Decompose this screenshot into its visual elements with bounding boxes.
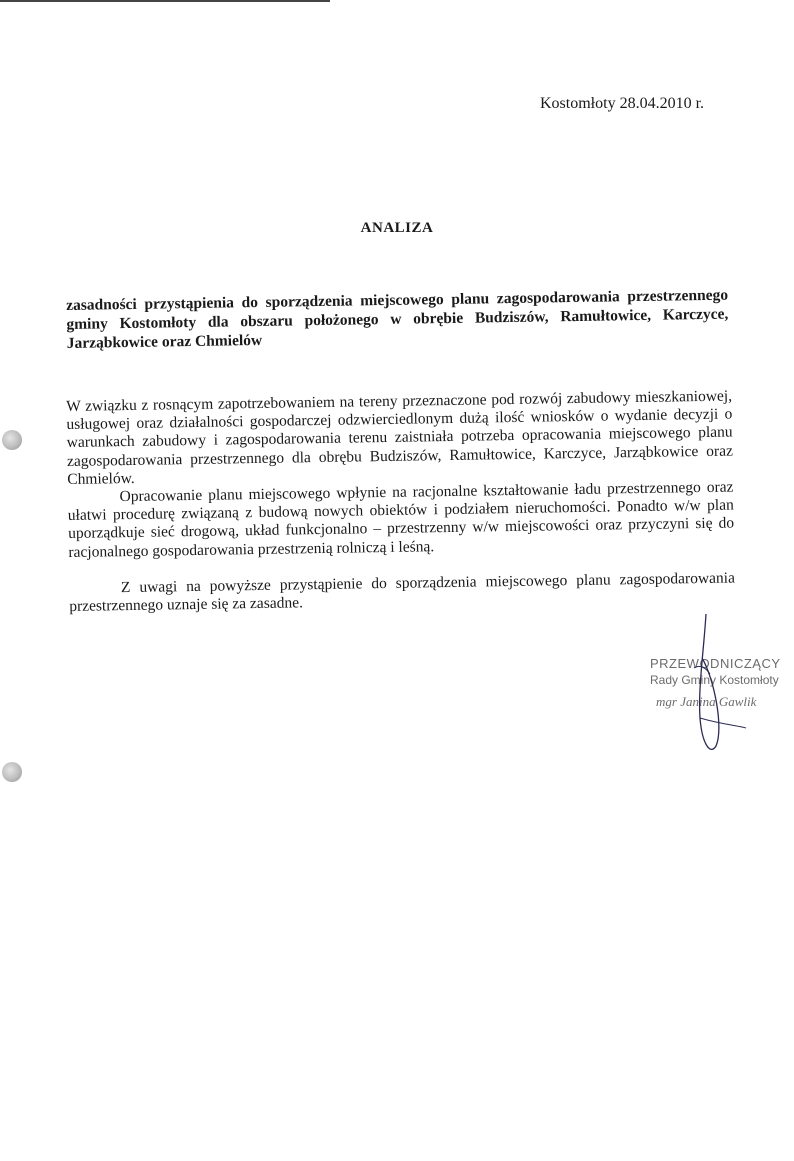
punch-hole-bottom: [2, 762, 22, 782]
stamp-name: mgr Janina Gawlik: [656, 694, 757, 709]
body-paragraph-2: Opracowanie planu miejscowego wpłynie na racjonalne kształtowanie ładu przestrzennego oraz ułatwi procedurę związaną z budową nowych obiektów i podziałem nieruchomości. Ponadto w/w plan uporządkuje sieć drogową, układ funkcjonalno – przestrzenny w/w miejscowości oraz przyczyni się do racjonalnego gospodarowania przestrzenią rolniczą i leśną.: [67, 478, 735, 561]
scan-top-edge: [0, 0, 330, 2]
stamp-title: PRZEWODNICZĄCY: [650, 656, 781, 671]
stamp-institution: Rady Gminy Kostomłoty: [650, 673, 779, 687]
handwritten-signature: [680, 608, 794, 758]
place-and-date: Kostomłoty 28.04.2010 r.: [540, 95, 705, 112]
document-body: [66, 388, 735, 617]
body-paragraph-1: W związku z rosnącym zapotrzebowaniem na tereny przeznaczone pod rozwój zabudowy mieszkaniowej, usługowej oraz działalności gospodarczej odzwierciedlonym dużą ilość wniosków o wydanie decyzji o warunkach zabudowy i zagospodarowania terenu zaistniała potrzeba opracowania miejscowego planu zagospodarowania przestrzennego dla obrębu Budziszów, Ramułtowice, Karczyce, Jarząbkowice oraz Chmielów.: [66, 387, 734, 488]
document-title: ANALIZA: [360, 220, 434, 236]
document-subject: zasadności przystąpienia do sporządzenia miejscowego planu zagospodarowania przestrzennego gminy Kostomłoty dla obszaru położonego w obrębie Budziszów, Ramułtowice, Karczyce, Jarząbkowice oraz Chmielów: [66, 286, 729, 352]
punch-hole-top: [2, 430, 22, 450]
body-paragraph-3: Z uwagi na powyższe przystąpienie do sporządzenia miejscowego planu zagospodarowania przestrzennego uznaje się za zasadne.: [69, 569, 736, 616]
